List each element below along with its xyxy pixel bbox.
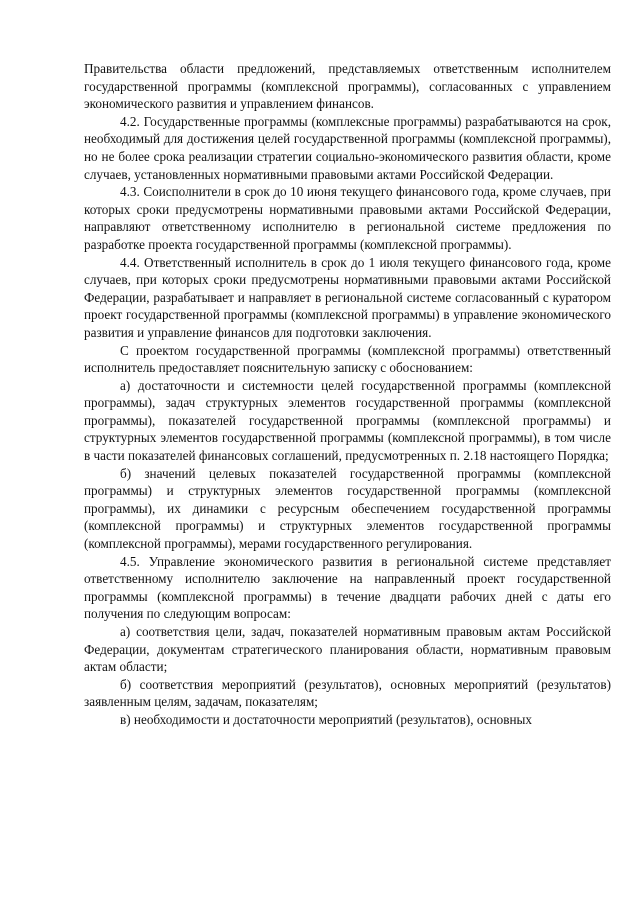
document-page bbox=[84, 60, 611, 729]
paragraph-4-1-continuation: Правительства области предложений, представляемых ответственным исполнителем государственной программы (комплексной программы), согласованных с управлением экономического развития и управлением финансов. bbox=[84, 61, 611, 112]
list-item-b-measures: б) соответствия мероприятий (результатов), основных мероприятий (результатов) заявленным целям, задачам, показателям; bbox=[84, 676, 611, 710]
paragraph-explanatory-note: С проектом государственной программы (комплексной программы) ответственный исполнитель предоставляет пояснительную записку с обоснованием: bbox=[84, 342, 611, 376]
list-item-a-goals: а) достаточности и системности целей государственной программы (комплексной программы), задач структурных элементов государственной программы (комплексной программы), показателей государственной программы (комплексной программы) и структурных элементов государственной программы (комплексной программы), в том числе в части показателей финансовых соглашений, предусмотренных п. 2.18 настоящего Порядка; bbox=[84, 377, 611, 464]
list-item-b-indicators: б) значений целевых показателей государственной программы (комплексной программы) и структурных элементов государственной программы (комплексной программы), их динамики с ресурсным обеспечением государственной программы (комплексной программы) и структурных элементов государственной программы (комплексной программы), мерами государственного регулирования. bbox=[84, 465, 611, 552]
paragraph-4-4: 4.4. Ответственный исполнитель в срок до 1 июля текущего финансового года, кроме случаев, при которых сроки предусмотрены нормативными правовыми актами Российской Федерации, разрабатывает и направляет в региональной системе согласованный с куратором проект государственной программы (комплексной программы) в управление экономического развития и управление финансов для подготовки заключения. bbox=[84, 254, 611, 340]
list-item-v-necessity: в) необходимости и достаточности мероприятий (результатов), основных bbox=[120, 711, 533, 727]
paragraph-4-5: 4.5. Управление экономического развития в региональной системе представляет ответственному исполнителю заключение на направленный проект государственной программы (комплексной программы) в течение двадцати рабочих дней с даты его получения по следующим вопросам: bbox=[84, 553, 611, 622]
list-item-a-compliance: а) соответствия цели, задач, показателей нормативным правовым актам Российской Федерации, документам стратегического планирования области, нормативным правовым актам области; bbox=[84, 624, 611, 675]
paragraph-4-2: 4.2. Государственные программы (комплексные программы) разрабатываются на срок, необходимый для достижения целей государственной программы (комплексной программы), но не более срока реализации стратегии социально-экономического развития области, кроме случаев, установленных нормативными правовыми актами Российской Федерации. bbox=[84, 113, 611, 182]
paragraph-4-3: 4.3. Соисполнители в срок до 10 июня текущего финансового года, кроме случаев, при которых сроки предусмотрены нормативными правовыми актами Российской Федерации, направляют ответственному исполнителю в региональной системе предложения по разработке проекта государственной программы (комплексной программы). bbox=[84, 184, 611, 252]
